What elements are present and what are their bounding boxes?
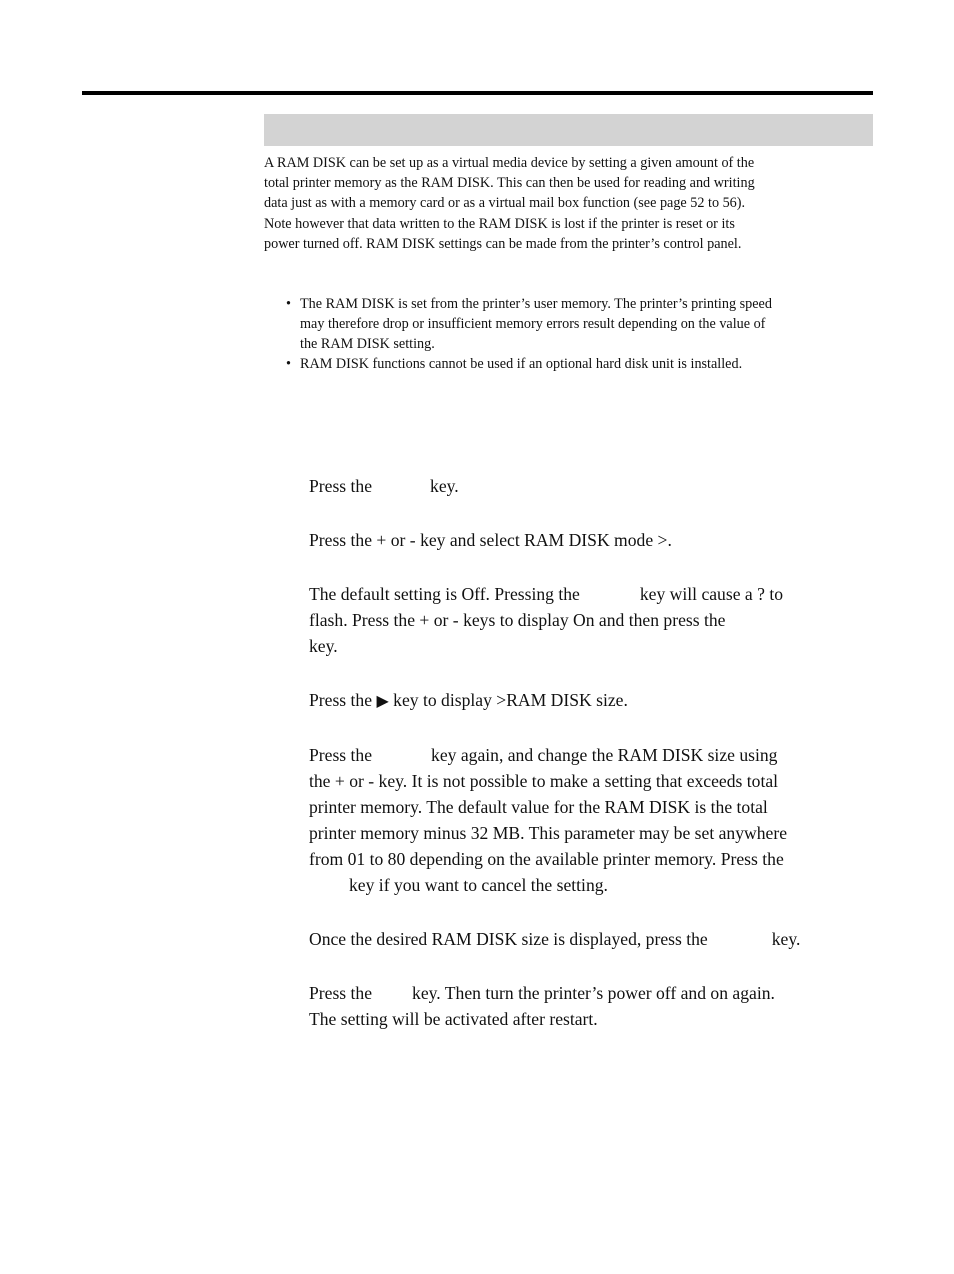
step-text: Press the [309,476,373,496]
step-line [309,872,879,898]
step-5 [309,742,879,898]
step-line: from 01 to 80 depending on the available printer memory. Press the [309,849,784,869]
intro-line: power turned off. RAM DISK settings can be made from the printer’s control panel. [264,235,742,252]
notes-list [286,294,876,374]
note-line: may therefore drop or insufficient memory errors result depending on the value of [300,316,766,332]
step-text: Press the [309,745,373,765]
step-6 [309,926,879,952]
step-7 [309,980,879,1032]
step-3 [309,581,879,659]
step-text: Press the [309,690,373,710]
intro-line: A RAM DISK can be set up as a virtual media device by setting a given amount of the [264,155,755,171]
step-line [309,980,879,1006]
step-line [309,473,879,499]
bullet-icon: • [286,356,291,372]
step-line: the + or - key. It is not possible to make a setting that exceeds total [309,771,779,791]
step-line: printer memory minus 32 MB. This parameter may be set anywhere [309,823,788,843]
step-2 [309,527,879,553]
section-heading-bar [264,114,873,146]
step-line: The setting will be activated after restart. [309,1009,598,1029]
step-text: key if you want to cancel the setting. [349,875,608,895]
step-text: key to display >RAM DISK size. [393,690,628,710]
step-line [309,581,879,607]
step-text: key. [430,476,459,496]
note-line: The RAM DISK is set from the printer’s user memory. The printer’s printing speed [300,296,772,312]
step-line: Press the + or - key and select RAM DISK mode >. [309,530,672,550]
intro-paragraph [264,153,874,254]
note-item [286,294,876,354]
intro-line: total printer memory as the RAM DISK. This can then be used for reading and writing [264,175,755,192]
right-arrow-icon: ▶ [376,691,389,710]
step-text: key will cause a ? to [639,584,784,604]
step-line [309,687,879,714]
step-text: key. [771,929,801,949]
step-text: Press the [309,983,373,1003]
note-line: the RAM DISK setting. [300,336,435,352]
step-line [309,742,879,768]
step-4 [309,687,879,714]
step-line [309,926,879,952]
procedure-steps [309,473,879,1060]
step-text: Once the desired RAM DISK size is displayed, press the [309,929,708,949]
step-text: The default setting is Off. Pressing the [309,584,580,604]
top-rule [82,91,873,95]
note-item [286,354,876,374]
note-line: RAM DISK functions cannot be used if an optional hard disk unit is installed. [300,356,743,372]
step-line: printer memory. The default value for the RAM DISK is the total [309,797,768,817]
bullet-icon: • [286,296,291,312]
intro-line: data just as with a memory card or as a virtual mail box function (see page 52 to 56). [264,195,746,212]
intro-line: Note however that data written to the RAM DISK is lost if the printer is reset or its [264,215,735,232]
step-line: key. [309,636,338,656]
step-text: key. Then turn the printer’s power off and on again. [412,983,775,1003]
step-text: key again, and change the RAM DISK size using [431,745,778,765]
step-1 [309,473,879,499]
step-line: flash. Press the + or - keys to display On and then press the [309,610,726,630]
